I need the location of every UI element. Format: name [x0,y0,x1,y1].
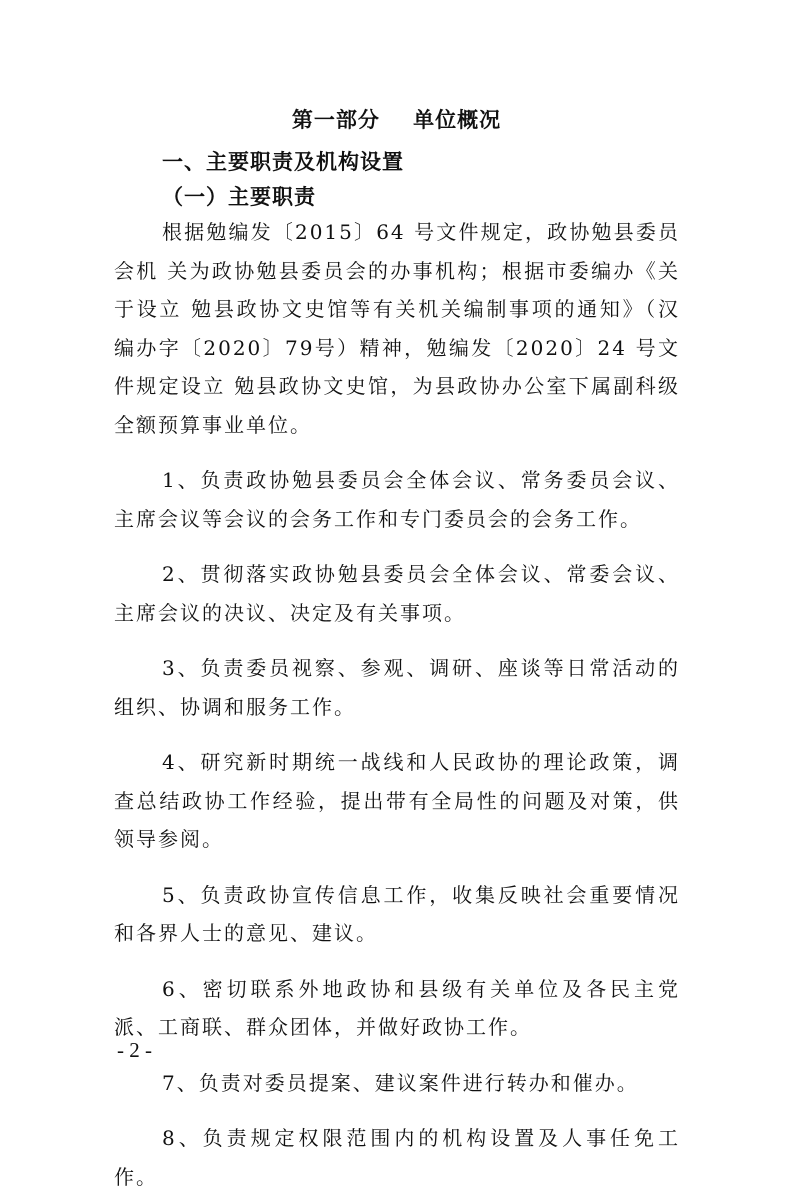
intro-paragraph: 根据勉编发〔2015〕64 号文件规定，政协勉县委员会机 关为政协勉县委员会的办事机构；根据市委编办《关于设立 勉县政协文史馆等有关机关编制事项的通知》（汉编办字〔2020〕79号）精神，勉编发〔2020〕24 号文件规定设立 勉县政协文史馆，为县政协办公室下属副科级全额预算事业单位。 [114,220,680,437]
subsection-heading: （一）主要职责 [162,185,316,209]
duty-item-3: 3、负责委员视察、参观、调研、座谈等日常活动的组织、协调和服务工作。 [114,656,680,719]
duty-item-6: 6、密切联系外地政协和县级有关单位及各民主党派、工商联、群众团体，并做好政协工作。 [114,976,680,1039]
section-heading: 一、主要职责及机构设置 [162,150,404,174]
document-body [114,213,680,1196]
duty-item-5: 5、负责政协宣传信息工作，收集反映社会重要情况和各界人士的意见、建议。 [114,882,680,945]
duty-item-8: 8、负责规定权限范围内的机构设置及人事任免工作。 [114,1126,680,1189]
duty-item-1: 1、负责政协勉县委员会全体会议、常务委员会议、主席会议等会议的会务工作和专门委员会的会务工作。 [114,468,680,531]
page-title: 第一部分 单位概况 [291,108,502,132]
duty-item-7: 7、负责对委员提案、建议案件进行转办和催办。 [162,1070,639,1095]
duty-item-2: 2、贯彻落实政协勉县委员会全体会议、常委会议、主席会议的决议、决定及有关事项。 [114,562,680,625]
page-number: - 2 - [117,1038,152,1062]
duty-item-4: 4、研究新时期统一战线和人民政协的理论政策，调查总结政协工作经验，提出带有全局性的问题及对策，供领导参阅。 [114,750,680,851]
